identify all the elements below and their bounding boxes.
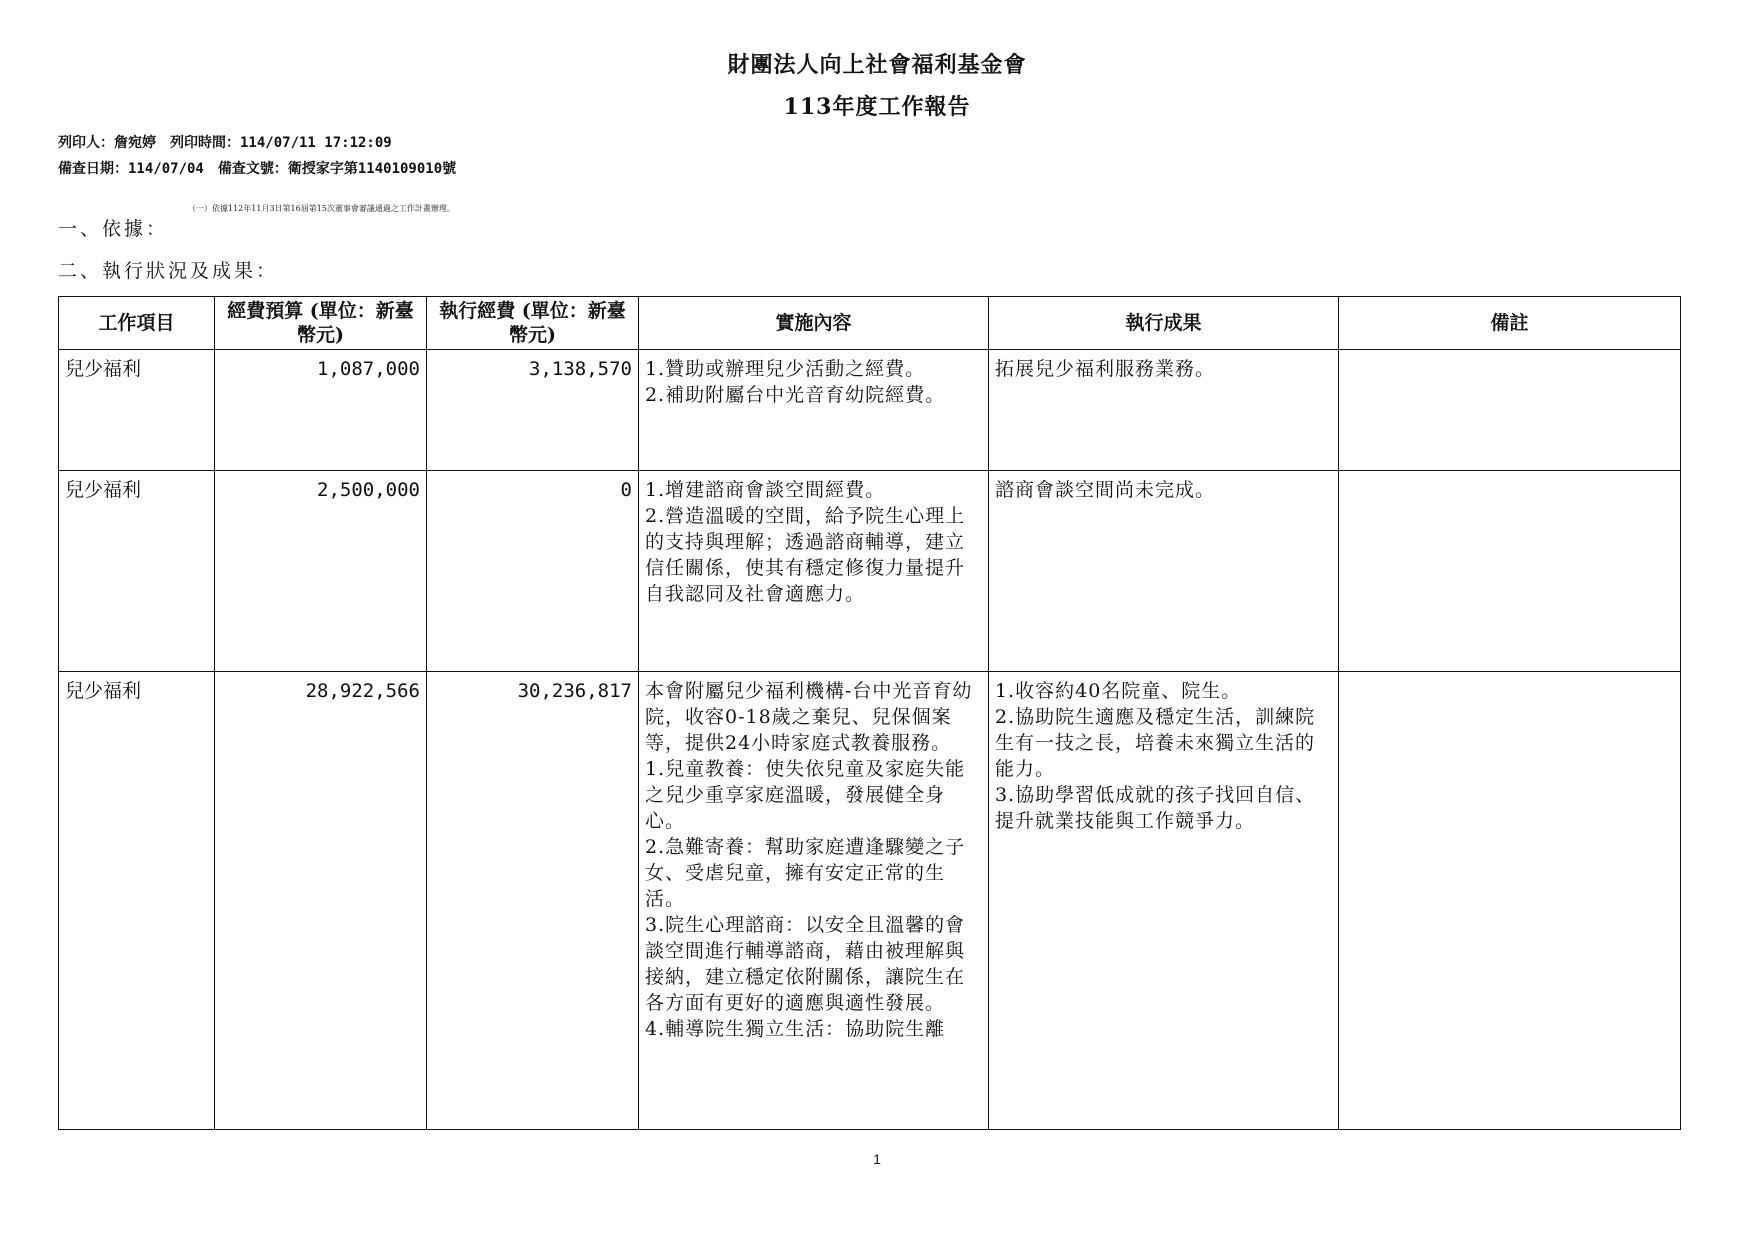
cell-note: [1339, 471, 1681, 672]
cell-budget: 1,087,000: [215, 350, 427, 471]
report-table: [58, 296, 1681, 1130]
table-row: [59, 471, 1681, 672]
cell-content: 1.贊助或辦理兒少活動之經費。 2.補助附屬台中光音育幼院經費。: [639, 350, 989, 471]
cell-budget: 2,500,000: [215, 471, 427, 672]
cell-result: 1.收容約40名院童、院生。 2.協助院生適應及穩定生活，訓練院生有一技之長，培養未來獨立生活的能力。 3.協助學習低成就的孩子找回自信、提升就業技能與工作競爭力。: [989, 672, 1339, 1130]
cell-item: 兒少福利: [59, 350, 215, 471]
cell-item: 兒少福利: [59, 471, 215, 672]
document-subtitle: 113年度工作報告: [783, 94, 971, 120]
table-header-row: [59, 297, 1681, 350]
cell-spent: 3,138,570: [427, 350, 639, 471]
table-row: [59, 672, 1681, 1130]
print-info: 列印人：詹宛婷 列印時間：114/07/11 17:12:09: [58, 135, 392, 151]
header-budget: 經費預算 (單位：新臺幣元): [215, 297, 427, 350]
cell-spent: 30,236,817: [427, 672, 639, 1130]
cell-content: 1.增建諮商會談空間經費。 2.營造溫暖的空間，給予院生心理上的支持與理解；透過諮商輔導，建立信任關係，使其有穩定修復力量提升自我認同及社會適應力。: [639, 471, 989, 672]
header-content: 實施內容: [639, 297, 989, 350]
cell-spent: 0: [427, 471, 639, 672]
page-number: 1: [873, 1151, 881, 1167]
cell-item: 兒少福利: [59, 672, 215, 1130]
results-heading: 二、執行狀況及成果：: [58, 260, 279, 282]
basis-heading: 一、依據：: [58, 218, 169, 240]
cell-note: [1339, 672, 1681, 1130]
cell-result: 拓展兒少福利服務業務。: [989, 350, 1339, 471]
cell-result: 諮商會談空間尚未完成。: [989, 471, 1339, 672]
header-spent: 執行經費 (單位：新臺幣元): [427, 297, 639, 350]
header-result: 執行成果: [989, 297, 1339, 350]
cell-content: 本會附屬兒少福利機構-台中光音育幼院，收容0-18歲之棄兒、兒保個案等，提供24小時家庭式教養服務。 1.兒童教養：使失依兒童及家庭失能之兒少重享家庭溫暖，發展健全身心。 2.急難寄養：幫助家庭遭逢驟變之子女、受虐兒童，擁有安定正常的生活。 3.院生心理諮商：以安全且溫馨的會談空間進行輔導諮商，藉由被理解與接納，建立穩定依附關係，讓院生在各方面有更好的適應與適性發展。 4.輔導院生獨立生活：協助院生離: [639, 672, 989, 1130]
cell-budget: 28,922,566: [215, 672, 427, 1130]
cell-note: [1339, 350, 1681, 471]
header-note: 備註: [1339, 297, 1681, 350]
document-title: 財團法人向上社會福利基金會: [727, 52, 1027, 78]
basis-note: （一）依據112年11月3日第16屆第15次董事會審議通過之工作計畫辦理。: [188, 204, 455, 213]
filing-info: 備查日期：114/07/04 備查文號：衛授家字第1140109010號: [58, 161, 457, 177]
header-work-item: 工作項目: [59, 297, 215, 350]
table-row: [59, 350, 1681, 471]
